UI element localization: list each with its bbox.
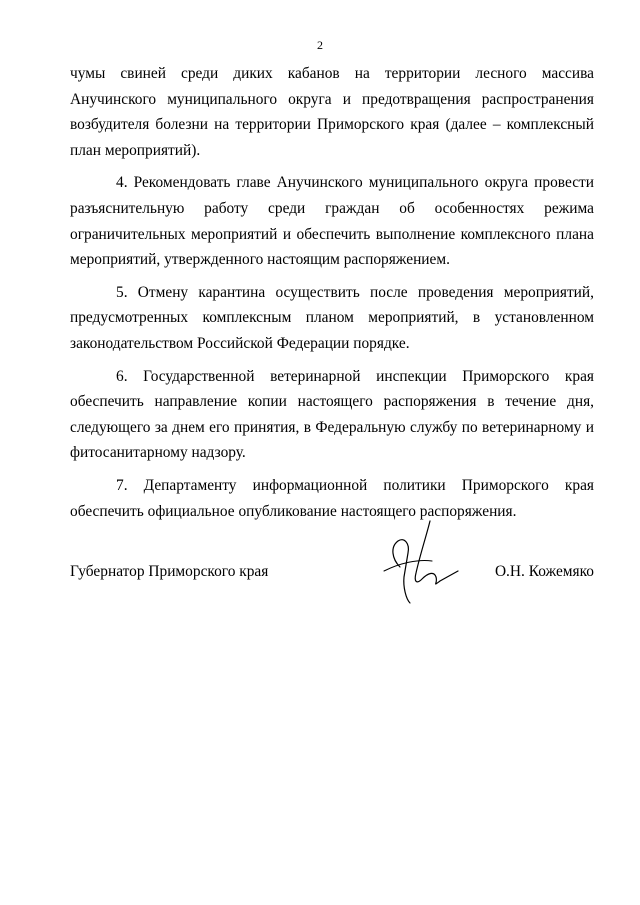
page-number: 2 (317, 38, 323, 52)
paragraph-item-6: 6. Государственной ветеринарной инспекции Приморского края обеспечить направление копии настоящего распоряжения в течение дня, следующего за днем его принятия, в Федеральную службу по ветеринарному и фитосанитарному надзору. (70, 367, 594, 462)
paragraph-item-7: 7. Департаменту информационной политики Приморского края обеспечить официальное опубликование настоящего распоряжения. (70, 476, 594, 520)
signer-name: О.Н. Кожемяко (494, 563, 594, 580)
paragraph-continuation: чумы свиней среди диких кабанов на территории лесного массива Анучинского муниципального округа и предотвращения распространения возбудителя болезни на территории Приморского края (далее – комплексный план мероприятий). (70, 65, 594, 159)
paragraph-item-5: 5. Отмену карантина осуществить после проведения мероприятий, предусмотренных комплексным планом мероприятий, в установленном законодательством Российской Федерации порядке. (70, 283, 594, 352)
paragraph-item-4: 4. Рекомендовать главе Анучинского муниципального округа провести разъяснительную работу среди граждан об особенностях режима ограничительных мероприятий и обеспечить выполнение комплексного плана мероприятий, утвержденного настоящим распоряжением. (70, 174, 594, 269)
signer-title: Губернатор Приморского края (70, 563, 269, 580)
document-body (70, 61, 594, 531)
signature-block (70, 555, 594, 615)
handwritten-signature (370, 517, 470, 607)
